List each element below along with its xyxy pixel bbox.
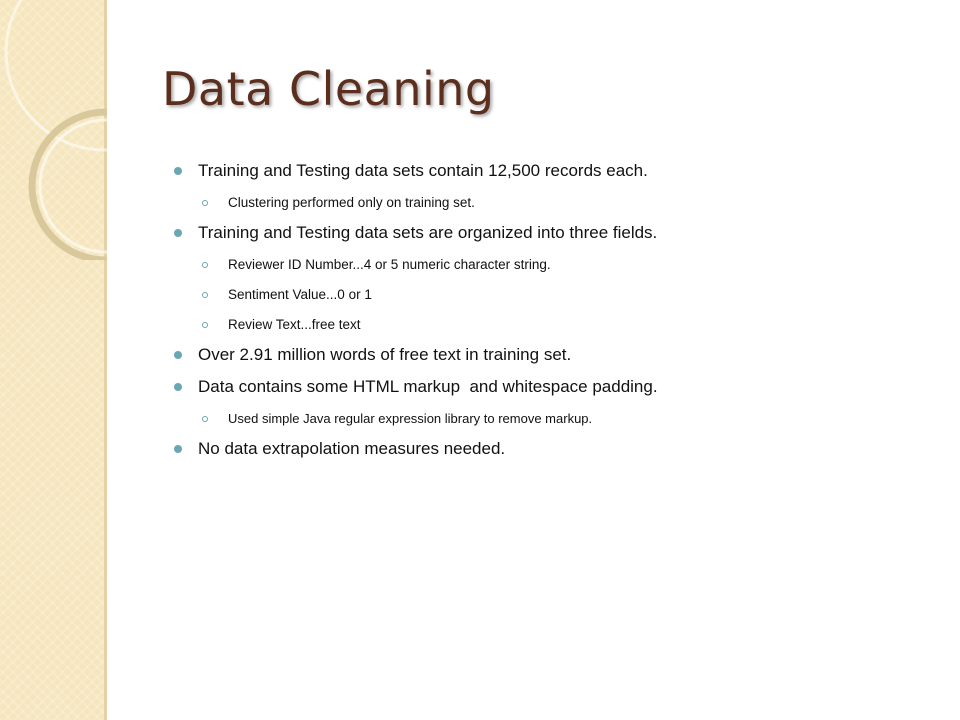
sub-bullet-item [162,404,922,434]
circle-decoration-icon [0,0,107,260]
sub-bullet-item [162,310,922,340]
bullet-text: Training and Testing data sets are organized into three fields. [198,223,658,242]
sub-bullet-text: Sentiment Value...0 or 1 [228,287,372,302]
sub-bullet-text: Review Text...free text [228,317,361,332]
bullet-item [162,434,922,464]
bullet-item [162,372,922,402]
bullet-dot-icon [174,383,182,391]
bullet-text: Over 2.91 million words of free text in training set. [198,345,572,364]
bullet-text: Data contains some HTML markup and whitespace padding. [198,377,658,396]
sub-bullet-item [162,280,922,310]
bullet-item [162,218,922,248]
bullet-dot-icon [174,229,182,237]
sub-bullet-ring-icon [202,292,208,298]
bullet-item [162,340,922,370]
bullet-dot-icon [174,351,182,359]
bullet-item [162,156,922,186]
sub-bullet-ring-icon [202,262,208,268]
sub-bullet-item [162,188,922,218]
sub-bullet-ring-icon [202,322,208,328]
bullet-list [162,156,922,466]
bullet-dot-icon [174,445,182,453]
bullet-text: Training and Testing data sets contain 12,500 records each. [198,161,648,180]
sub-bullet-ring-icon [202,416,208,422]
sub-bullet-text: Reviewer ID Number...4 or 5 numeric character string. [228,257,551,272]
sub-bullet-item [162,250,922,280]
bullet-dot-icon [174,167,182,175]
sub-bullet-ring-icon [202,200,208,206]
slide-title: Data Cleaning [162,62,495,116]
sub-bullet-text: Used simple Java regular expression library to remove markup. [228,411,593,426]
sub-bullet-text: Clustering performed only on training set. [228,195,475,210]
bullet-text: No data extrapolation measures needed. [198,439,506,458]
